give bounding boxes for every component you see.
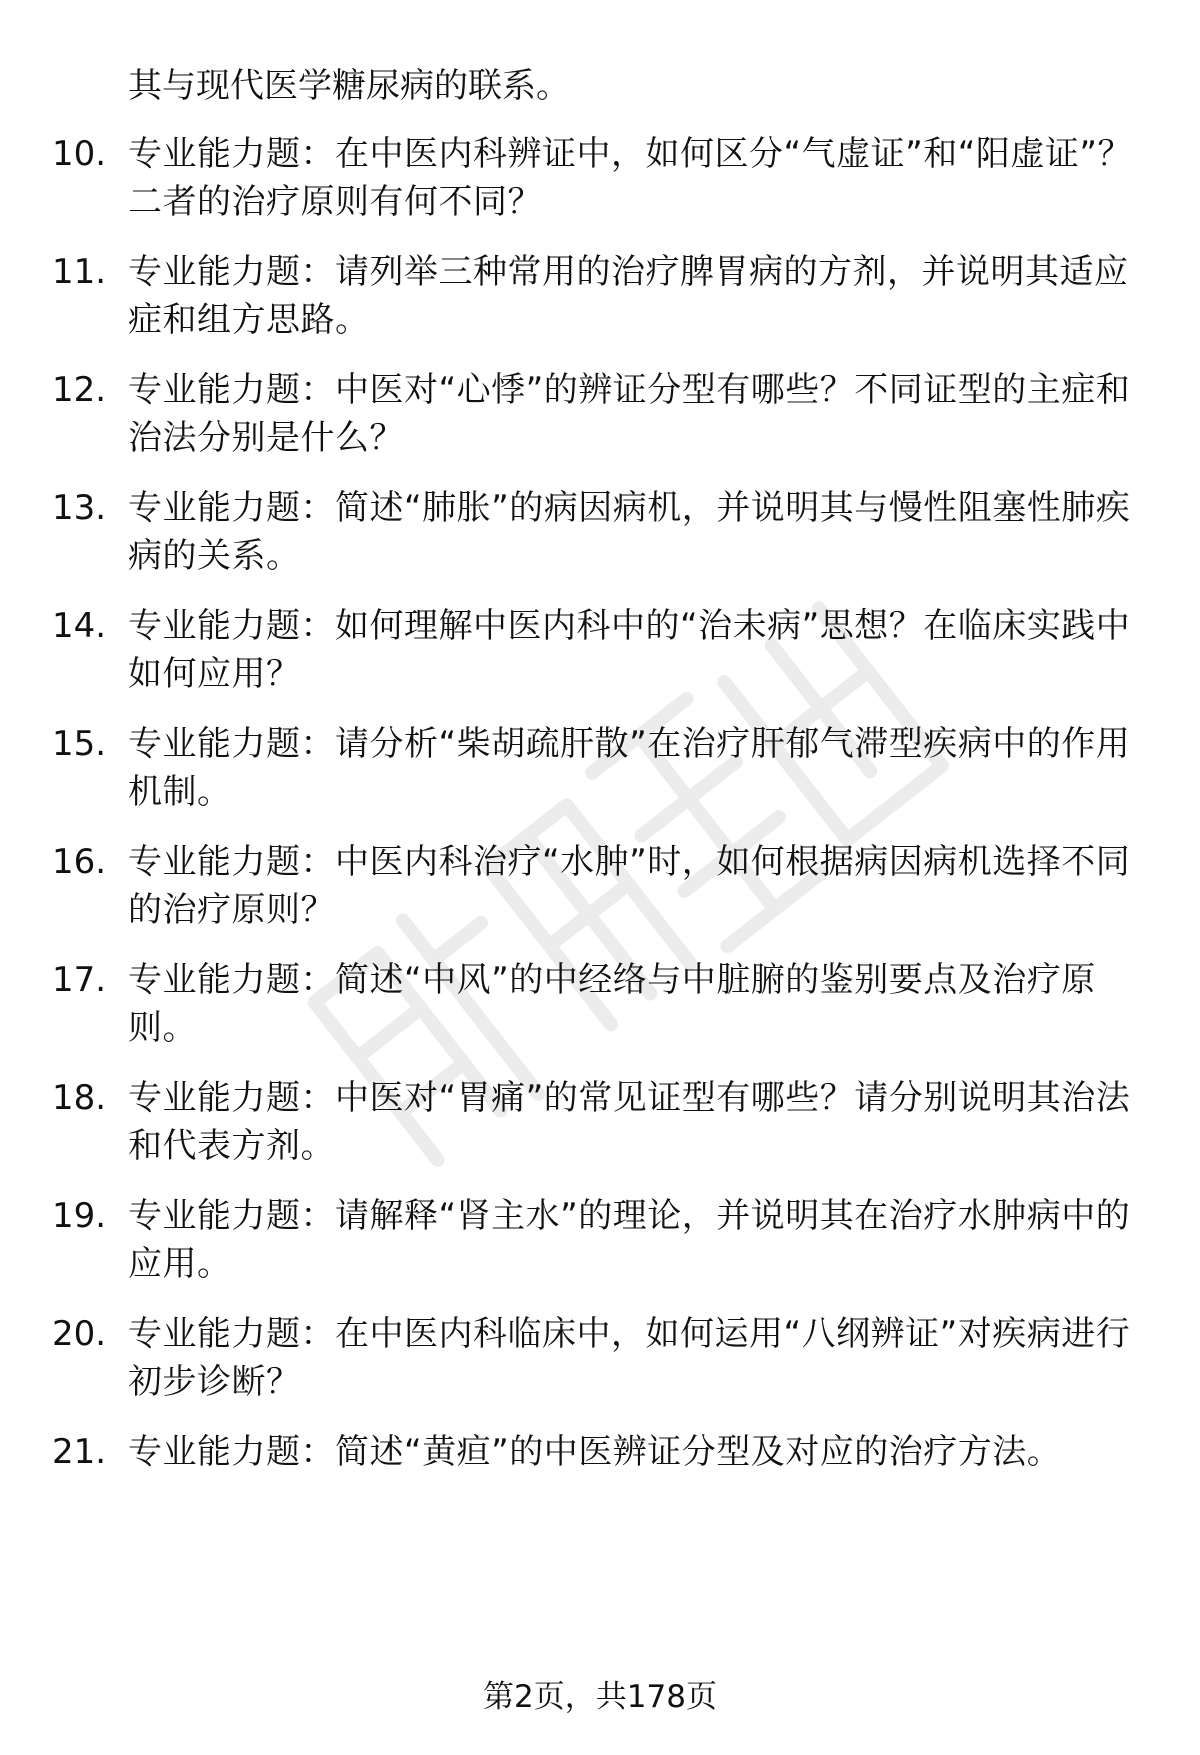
item-text: 专业能力题：简述“中风”的中经络与中脏腑的鉴别要点及治疗原则。: [128, 960, 1096, 1048]
item-text: 专业能力题：中医对“心悸”的辨证分型有哪些？不同证型的主症和治法分别是什么？: [128, 370, 1131, 458]
item-text: 专业能力题：简述“肺胀”的病因病机，并说明其与慢性阻塞性肺疾病的关系。: [128, 488, 1131, 576]
item-number: 17.: [52, 960, 107, 1000]
item-number: 13.: [52, 488, 107, 528]
item-number: 15.: [52, 724, 107, 764]
item-text: 专业能力题：请解释“肾主水”的理论，并说明其在治疗水肿病中的应用。: [128, 1196, 1131, 1284]
item-text: 专业能力题：请列举三种常用的治疗脾胃病的方剂，并说明其适应症和组方思路。: [128, 252, 1129, 340]
item-number: 10.: [52, 134, 107, 174]
item-number: 16.: [52, 842, 107, 882]
item-number: 21.: [52, 1432, 107, 1472]
item-number: 14.: [52, 606, 107, 646]
item-text: 专业能力题：简述“黄疸”的中医辨证分型及对应的治疗方法。: [128, 1432, 1062, 1472]
item-text: 专业能力题：如何理解中医内科中的“治未病”思想？在临床实践中如何应用？: [128, 606, 1131, 694]
item-text: 专业能力题：在中医内科辨证中，如何区分“气虚证”和“阳虚证”？二者的治疗原则有何不同？: [128, 134, 1132, 222]
item-number: 18.: [52, 1078, 107, 1118]
page-number: 第2页，共178页: [483, 1679, 717, 1715]
item-text: 专业能力题：中医对“胃痛”的常见证型有哪些？请分别说明其治法和代表方剂。: [128, 1078, 1131, 1166]
item-number: 11.: [52, 252, 107, 292]
continuation-text: 其与现代医学糖尿病的联系。: [128, 66, 570, 106]
item-number: 19.: [52, 1196, 107, 1236]
item-text: 专业能力题：请分析“柴胡疏肝散”在治疗肝郁气滞型疾病中的作用机制。: [128, 724, 1131, 812]
item-number: 12.: [52, 370, 107, 410]
item-number: 20.: [52, 1314, 107, 1354]
item-text: 专业能力题：中医内科治疗“水肿”时，如何根据病因病机选择不同的治疗原则？: [128, 842, 1131, 930]
item-text: 专业能力题：在中医内科临床中，如何运用“八纲辨证”对疾病进行初步诊断？: [128, 1314, 1131, 1402]
